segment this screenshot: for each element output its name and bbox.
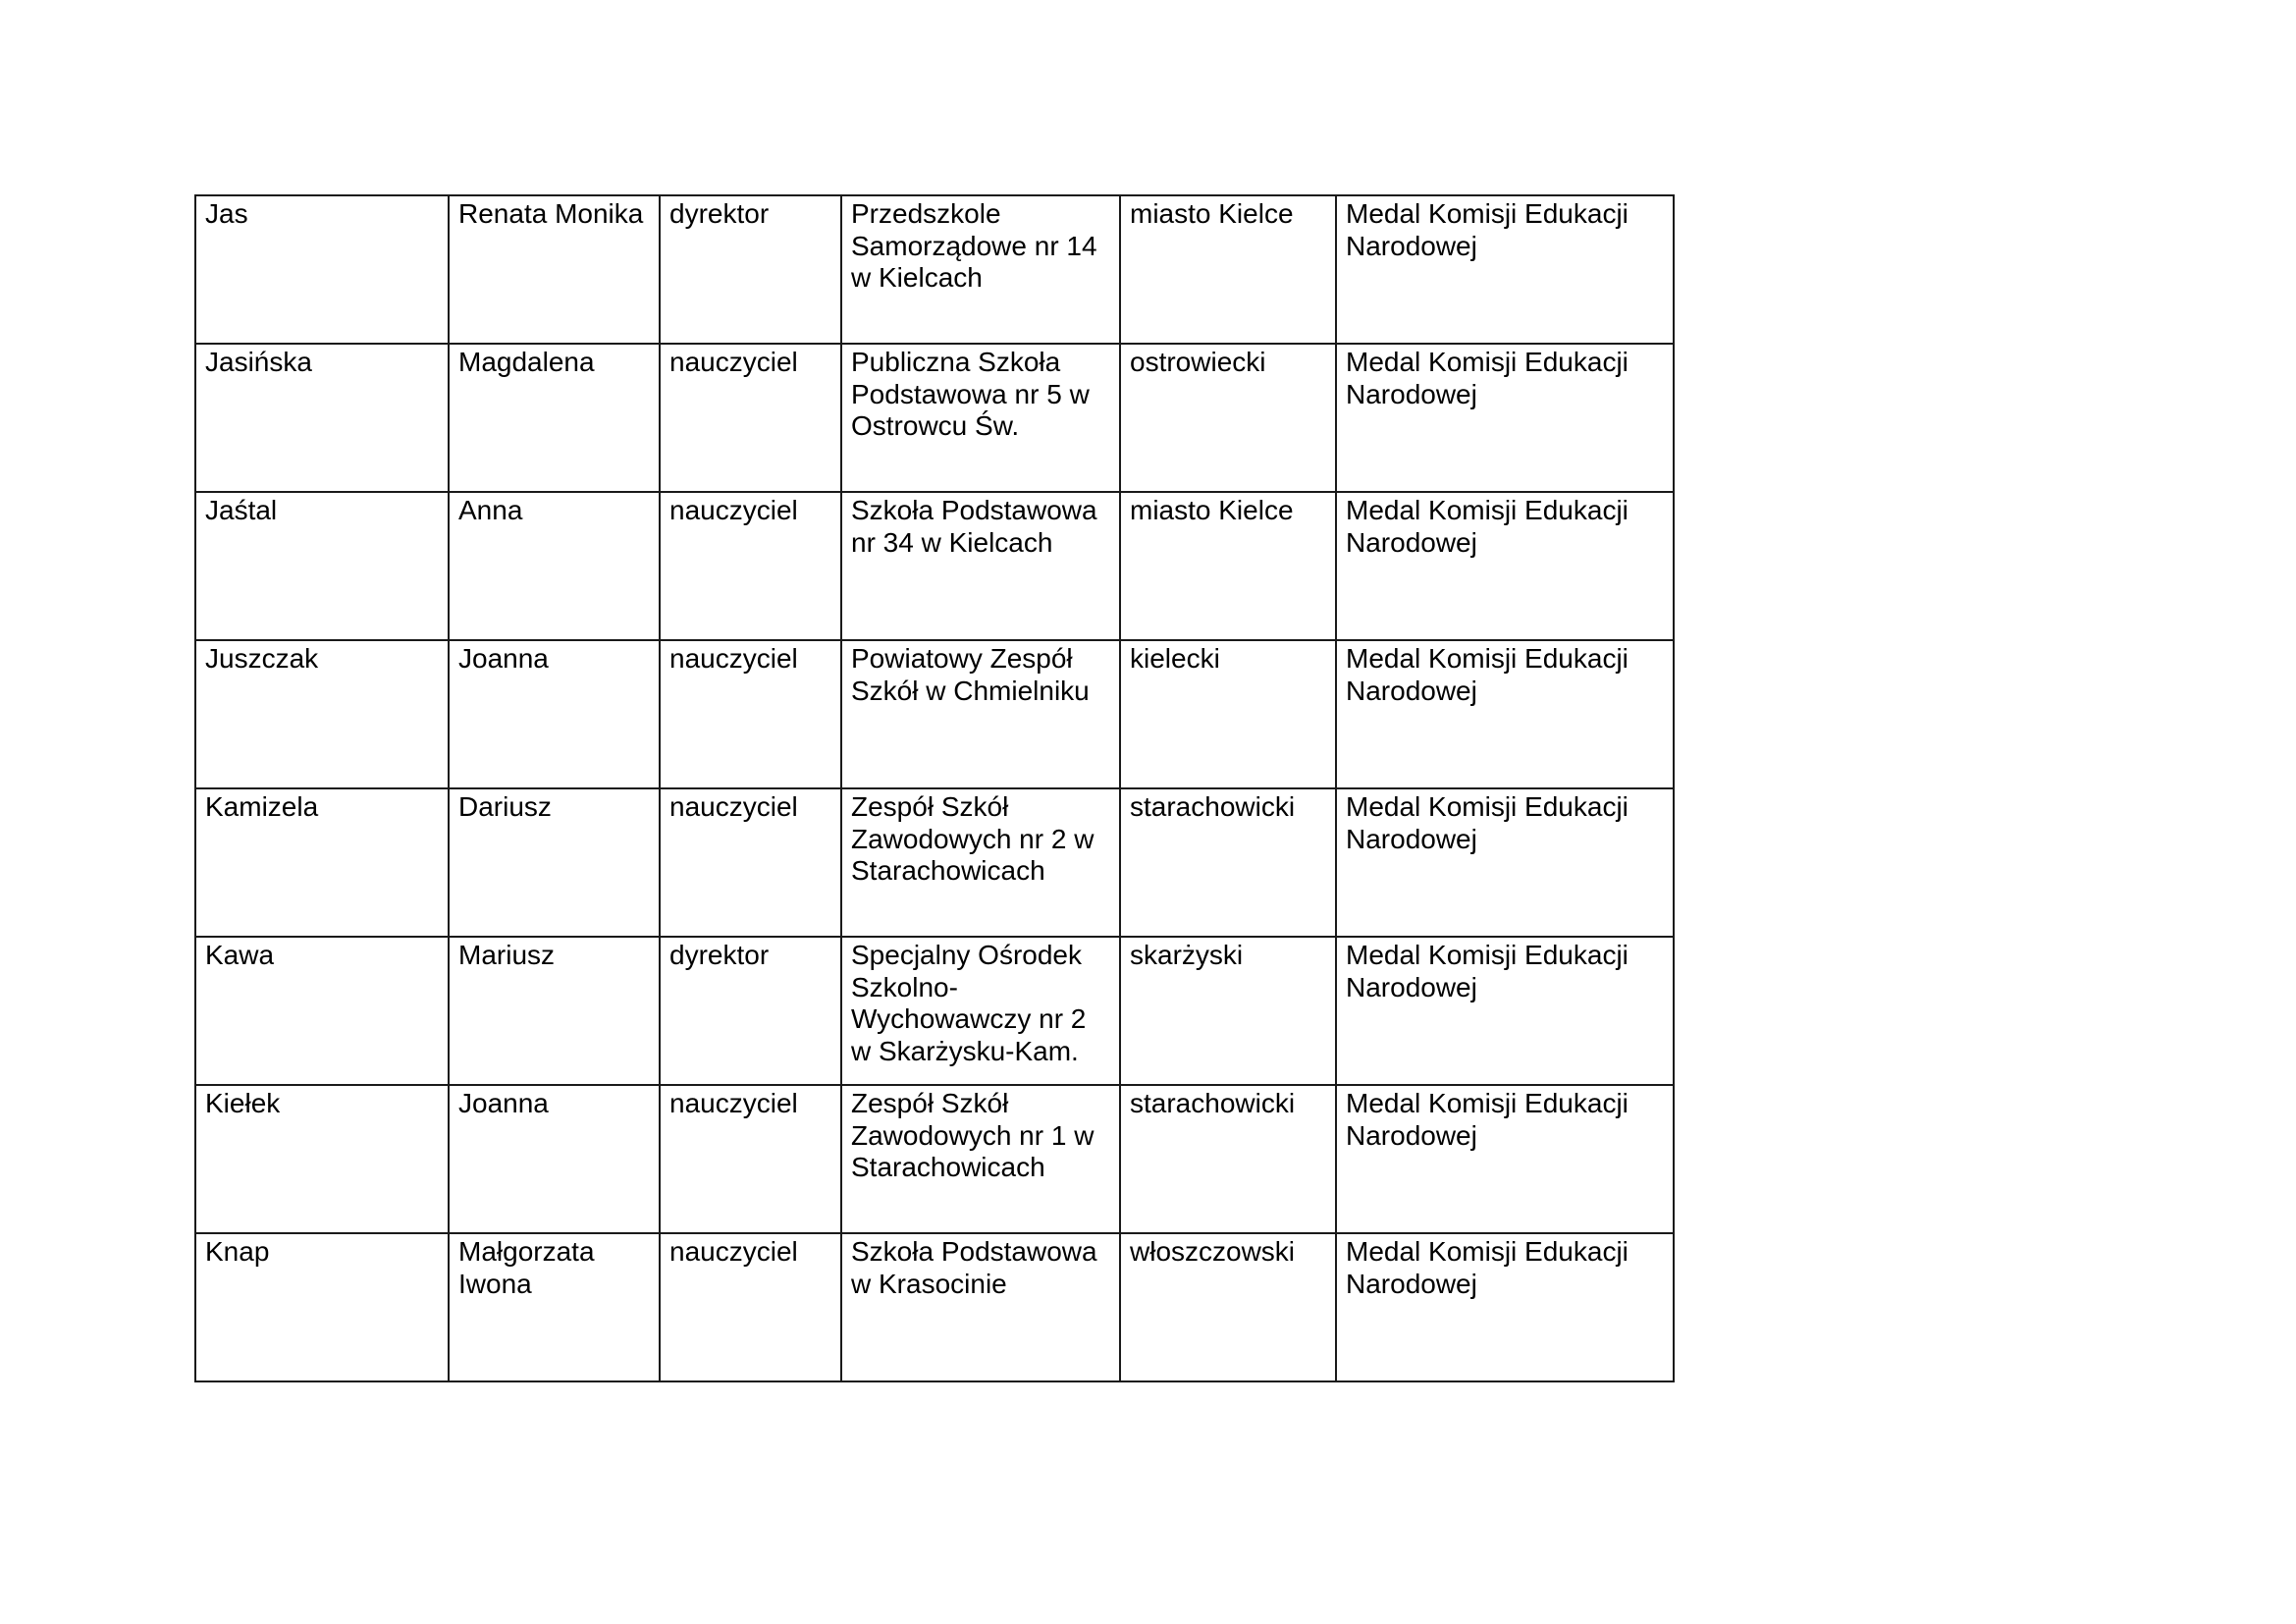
institution-cell [841, 1085, 1120, 1233]
surname-text: Knap [205, 1236, 270, 1267]
award-text: Medal Komisji Edukacji Narodowej [1346, 643, 1629, 706]
position-cell [660, 195, 841, 344]
district-cell [1120, 640, 1336, 788]
award-cell [1336, 492, 1674, 640]
district-cell [1120, 344, 1336, 492]
award-text: Medal Komisji Edukacji Narodowej [1346, 1088, 1629, 1151]
district-text: ostrowiecki [1130, 347, 1266, 377]
position-text: nauczyciel [669, 791, 798, 822]
institution-text: Powiatowy Zespół Szkół w Chmielniku [851, 643, 1090, 706]
award-text: Medal Komisji Edukacji Narodowej [1346, 495, 1629, 558]
district-cell [1120, 937, 1336, 1085]
surname-text: Jasińska [205, 347, 312, 377]
surname-text: Jaśtal [205, 495, 278, 525]
award-cell [1336, 1233, 1674, 1381]
district-text: miasto Kielce [1130, 495, 1294, 525]
position-text: nauczyciel [669, 1236, 798, 1267]
first-name-text: Mariusz [458, 940, 556, 970]
award-cell [1336, 344, 1674, 492]
district-cell [1120, 492, 1336, 640]
first-name-text: Joanna [458, 643, 549, 674]
first-name-cell [449, 788, 660, 937]
award-cell [1336, 788, 1674, 937]
institution-cell [841, 195, 1120, 344]
table-row [195, 344, 1674, 492]
district-text: starachowicki [1130, 1088, 1296, 1118]
institution-cell [841, 1233, 1120, 1381]
district-cell [1120, 1233, 1336, 1381]
award-text: Medal Komisji Edukacji Narodowej [1346, 198, 1629, 261]
institution-cell [841, 344, 1120, 492]
table-row [195, 1085, 1674, 1233]
award-text: Medal Komisji Edukacji Narodowej [1346, 791, 1629, 854]
table-row [195, 1233, 1674, 1381]
surname-cell [195, 1233, 449, 1381]
surname-cell [195, 937, 449, 1085]
institution-text: Publiczna Szkoła Podstawowa nr 5 w Ostrowcu Św. [851, 347, 1090, 441]
first-name-cell [449, 937, 660, 1085]
first-name-cell [449, 195, 660, 344]
district-cell [1120, 195, 1336, 344]
table-row [195, 937, 1674, 1085]
first-name-text: Anna [458, 495, 523, 525]
award-cell [1336, 195, 1674, 344]
table-row [195, 195, 1674, 344]
district-cell [1120, 1085, 1336, 1233]
surname-cell [195, 195, 449, 344]
institution-text: Przedszkole Samorządowe nr 14 w Kielcach [851, 198, 1097, 293]
first-name-text: Joanna [458, 1088, 549, 1118]
position-text: nauczyciel [669, 347, 798, 377]
position-text: nauczyciel [669, 1088, 798, 1118]
institution-cell [841, 937, 1120, 1085]
award-cell [1336, 937, 1674, 1085]
award-cell [1336, 1085, 1674, 1233]
first-name-text: Małgorzata Iwona [458, 1236, 595, 1299]
first-name-cell [449, 1233, 660, 1381]
award-text: Medal Komisji Edukacji Narodowej [1346, 1236, 1629, 1299]
institution-cell [841, 492, 1120, 640]
first-name-text: Renata Monika [458, 198, 644, 229]
position-cell [660, 344, 841, 492]
position-text: dyrektor [669, 198, 770, 229]
position-cell [660, 788, 841, 937]
award-text: Medal Komisji Edukacji Narodowej [1346, 940, 1629, 1002]
surname-cell [195, 788, 449, 937]
surname-text: Juszczak [205, 643, 319, 674]
institution-text: Szkoła Podstawowa nr 34 w Kielcach [851, 495, 1097, 558]
first-name-text: Magdalena [458, 347, 595, 377]
position-text: nauczyciel [669, 643, 798, 674]
surname-text: Kawa [205, 940, 275, 970]
surname-cell [195, 492, 449, 640]
position-cell [660, 1085, 841, 1233]
district-text: kielecki [1130, 643, 1220, 674]
surname-text: Kamizela [205, 791, 319, 822]
position-cell [660, 640, 841, 788]
award-cell [1336, 640, 1674, 788]
position-cell [660, 1233, 841, 1381]
surname-cell [195, 640, 449, 788]
award-text: Medal Komisji Edukacji Narodowej [1346, 347, 1629, 409]
table-row [195, 640, 1674, 788]
institution-text: Zespół Szkół Zawodowych nr 1 w Starachowicach [851, 1088, 1095, 1182]
position-text: nauczyciel [669, 495, 798, 525]
first-name-cell [449, 344, 660, 492]
first-name-cell [449, 640, 660, 788]
institution-cell [841, 788, 1120, 937]
surname-text: Kiełek [205, 1088, 281, 1118]
table-row [195, 492, 1674, 640]
first-name-cell [449, 1085, 660, 1233]
surname-cell [195, 1085, 449, 1233]
institution-text: Specjalny Ośrodek Szkolno-Wychowawczy nr 2 w Skarżysku-Kam. [851, 940, 1087, 1066]
table-row [195, 788, 1674, 937]
position-cell [660, 937, 841, 1085]
first-name-text: Dariusz [458, 791, 552, 822]
surname-text: Jas [205, 198, 248, 229]
institution-text: Zespół Szkół Zawodowych nr 2 w Starachowicach [851, 791, 1095, 886]
district-text: skarżyski [1130, 940, 1244, 970]
district-cell [1120, 788, 1336, 937]
position-text: dyrektor [669, 940, 770, 970]
district-text: włoszczowski [1130, 1236, 1296, 1267]
institution-text: Szkoła Podstawowa w Krasocinie [851, 1236, 1097, 1299]
institution-cell [841, 640, 1120, 788]
surname-cell [195, 344, 449, 492]
district-text: starachowicki [1130, 791, 1296, 822]
district-text: miasto Kielce [1130, 198, 1294, 229]
awards-table [194, 194, 1675, 1382]
first-name-cell [449, 492, 660, 640]
position-cell [660, 492, 841, 640]
